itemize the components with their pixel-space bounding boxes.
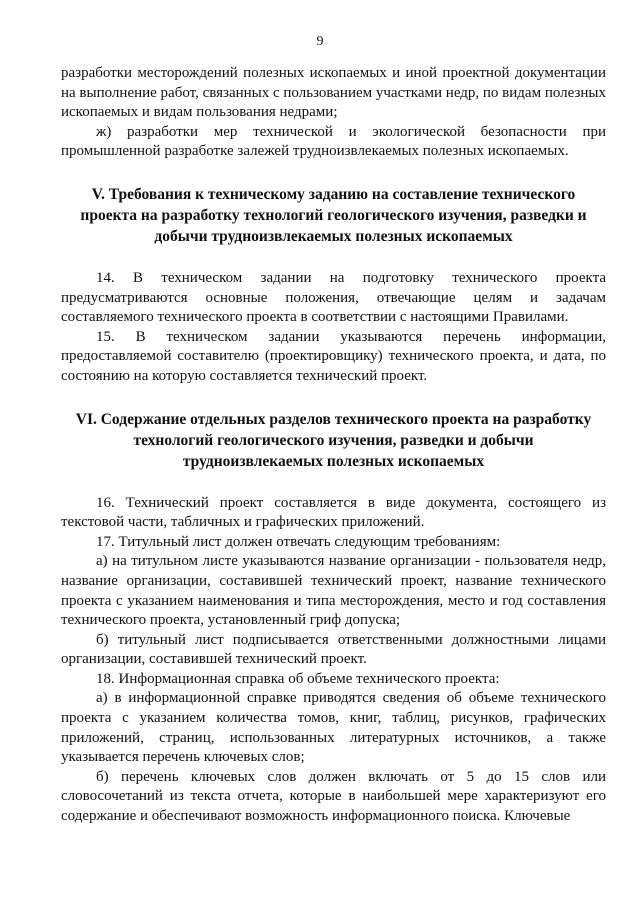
paragraph-continuation: разработки месторождений полезных ископаемых и иной проектной документации на выполнение работ, связанных с пользованием участками недр, по видам полезных ископаемых и видам пользования недрами; <box>61 65 607 121</box>
paragraph-15: 15. В техническом задании указываются перечень информации, предоставляемой составителю (проектировщику) технического проекта, и дата, по состоянию на которую составляется технический проект. <box>61 328 606 384</box>
paragraph-18: 18. Информационная справка об объеме технического проекта: <box>96 670 500 687</box>
paragraph-18a: а) в информационной справке приводятся сведения об объеме технического проекта с указанием количества томов, книг, таблиц, рисунков, графических приложений, страниц, использованных литературных источников, а также указывается перечень ключевых слов; <box>61 690 606 766</box>
paragraph-17: 17. Титульный лист должен отвечать следующим требованиям: <box>96 533 501 550</box>
paragraph-18b: б) перечень ключевых слов должен включать от 5 до 15 слов или словосочетаний из текста отчета, которые в наибольшей мере характеризуют его содержание и обеспечивают возможность информационного поиска. Ключевые <box>61 768 606 825</box>
paragraph-17b: б) титульный лист подписывается ответственными должностными лицами организации, составившей технический проект. <box>61 631 606 668</box>
section-v-heading: V. Требования к техническому заданию на составление технического проекта на разработку технологий геологического изучения, разведки и добычи трудноизвлекаемых полезных ископаемых <box>80 185 587 245</box>
page-content <box>61 64 606 827</box>
section-vi-heading: VI. Содержание отдельных разделов технического проекта на разработку технологий геологического изучения, разведки и добычи трудноизвлекаемых полезных ископаемых <box>75 410 592 470</box>
paragraph-16: 16. Технический проект составляется в виде документа, состоящего из текстовой части, табличных и графических приложений. <box>61 494 606 531</box>
paragraph-item-zh: ж) разработки мер технической и экологической безопасности при промышленной разработке залежей трудноизвлекаемых полезных ископаемых. <box>61 123 606 160</box>
paragraph-14: 14. В техническом задании на подготовку технического проекта предусматриваются основные положения, отвечающие целям и задачам составляемого технического проекта в соответствии с настоящими Правилами. <box>61 269 606 326</box>
page-number: 9 <box>316 34 324 49</box>
paragraph-17a: а) на титульном листе указываются название организации - пользователя недр, название организации, составившей технический проект, название технического проекта с указанием наименования и типа месторождения, место и год составления технического проекта, установленный гриф допуска; <box>61 553 606 629</box>
